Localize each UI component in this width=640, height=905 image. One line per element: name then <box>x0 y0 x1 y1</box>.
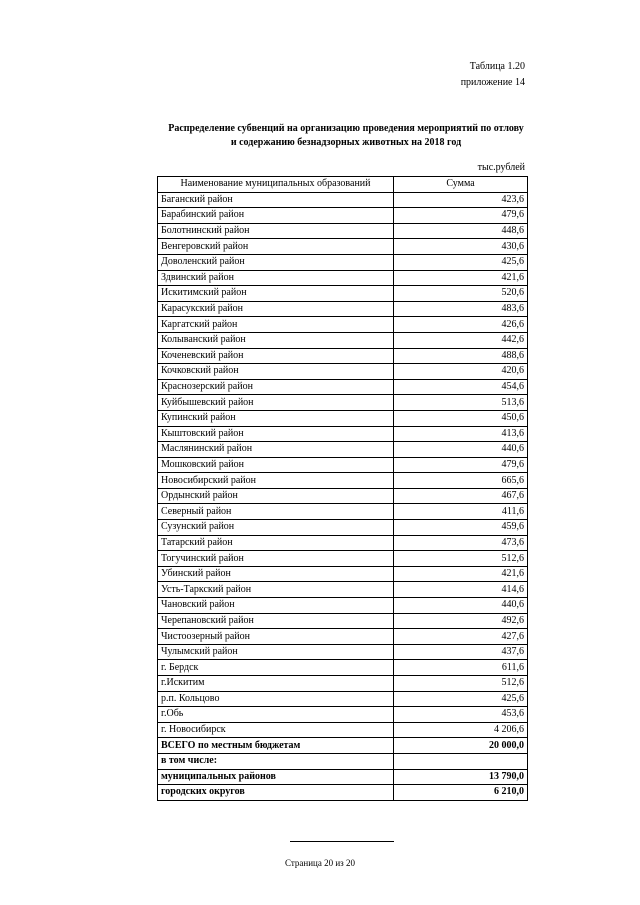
table-row <box>158 379 528 395</box>
table-row <box>158 457 528 473</box>
district-name: Убинский район <box>158 566 394 582</box>
column-header-sum: Сумма <box>394 177 528 193</box>
table-row <box>158 676 528 692</box>
title-line-2: и содержанию безнадзорных животных на 2018 год <box>230 137 462 148</box>
total-value: 20 000,0 <box>394 738 528 754</box>
district-sum: 513,6 <box>394 395 528 411</box>
table-header-row <box>158 177 528 193</box>
district-sum: 423,6 <box>394 192 528 208</box>
table-row <box>158 520 528 536</box>
district-name: Куйбышевский район <box>158 395 394 411</box>
district-name: Карасукский район <box>158 301 394 317</box>
table-row <box>158 254 528 270</box>
district-name: г.Обь <box>158 707 394 723</box>
district-name: Северный район <box>158 504 394 520</box>
district-name: Каргатский район <box>158 317 394 333</box>
table-row <box>158 535 528 551</box>
table-row <box>158 410 528 426</box>
district-name: Татарский район <box>158 535 394 551</box>
table-row <box>158 270 528 286</box>
table-row <box>158 488 528 504</box>
district-sum: 479,6 <box>394 208 528 224</box>
district-name: Тогучинский район <box>158 551 394 567</box>
district-sum: 467,6 <box>394 488 528 504</box>
total-row <box>158 738 528 754</box>
district-name: Чулымский район <box>158 644 394 660</box>
district-name: Ордынский район <box>158 488 394 504</box>
title-line-1: Распределение субвенций на организацию проведения мероприятий по отлову <box>168 123 524 134</box>
district-sum: 420,6 <box>394 364 528 380</box>
district-sum: 426,6 <box>394 317 528 333</box>
district-name: Кочковский район <box>158 364 394 380</box>
district-name: Краснозерский район <box>158 379 394 395</box>
appendix-label: приложение 14 <box>460 77 525 88</box>
district-name: Мошковский район <box>158 457 394 473</box>
district-sum: 520,6 <box>394 286 528 302</box>
table-body <box>158 192 528 738</box>
district-sum: 450,6 <box>394 410 528 426</box>
district-name: Барабинский район <box>158 208 394 224</box>
table-row <box>158 582 528 598</box>
district-name: Чановский район <box>158 598 394 614</box>
table-row <box>158 442 528 458</box>
district-name: г.Искитим <box>158 676 394 692</box>
document-title <box>150 122 542 150</box>
including-value <box>394 753 528 769</box>
district-name: Искитимский район <box>158 286 394 302</box>
district-sum: 459,6 <box>394 520 528 536</box>
district-sum: 437,6 <box>394 644 528 660</box>
table-row <box>158 722 528 738</box>
district-sum: 479,6 <box>394 457 528 473</box>
district-name: г. Новосибирск <box>158 722 394 738</box>
district-name: Венгеровский район <box>158 239 394 255</box>
table-row <box>158 192 528 208</box>
district-name: Здвинский район <box>158 270 394 286</box>
district-sum: 421,6 <box>394 270 528 286</box>
district-sum: 512,6 <box>394 676 528 692</box>
district-name: г. Бердск <box>158 660 394 676</box>
district-sum: 448,6 <box>394 223 528 239</box>
table-row <box>158 707 528 723</box>
table-row <box>158 551 528 567</box>
district-sum: 473,6 <box>394 535 528 551</box>
district-sum: 442,6 <box>394 332 528 348</box>
table-row <box>158 691 528 707</box>
table-row <box>158 208 528 224</box>
table-row <box>158 644 528 660</box>
table-row <box>158 426 528 442</box>
table-row <box>158 504 528 520</box>
district-sum: 488,6 <box>394 348 528 364</box>
page-number: Страница 20 из 20 <box>285 858 355 868</box>
urban-row <box>158 785 528 801</box>
district-name: Маслянинский район <box>158 442 394 458</box>
district-sum: 421,6 <box>394 566 528 582</box>
district-sum: 440,6 <box>394 598 528 614</box>
district-sum: 492,6 <box>394 613 528 629</box>
table-row <box>158 317 528 333</box>
district-name: Усть-Таркский район <box>158 582 394 598</box>
district-sum: 512,6 <box>394 551 528 567</box>
district-sum: 425,6 <box>394 691 528 707</box>
district-sum: 483,6 <box>394 301 528 317</box>
municipal-label: муниципальных районов <box>158 769 394 785</box>
district-name: Новосибирский район <box>158 473 394 489</box>
district-name: Колыванский район <box>158 332 394 348</box>
units-label: тыс.рублей <box>477 162 525 173</box>
district-name: Баганский район <box>158 192 394 208</box>
district-sum: 413,6 <box>394 426 528 442</box>
table-row <box>158 473 528 489</box>
total-label: ВСЕГО по местным бюджетам <box>158 738 394 754</box>
district-sum: 611,6 <box>394 660 528 676</box>
footer-divider <box>290 841 394 842</box>
table-row <box>158 660 528 676</box>
district-sum: 665,6 <box>394 473 528 489</box>
district-sum: 454,6 <box>394 379 528 395</box>
table-row <box>158 332 528 348</box>
district-name: Доволенский район <box>158 254 394 270</box>
table-row <box>158 598 528 614</box>
district-name: Коченевский район <box>158 348 394 364</box>
table-row <box>158 223 528 239</box>
table-row <box>158 239 528 255</box>
district-sum: 430,6 <box>394 239 528 255</box>
district-sum: 425,6 <box>394 254 528 270</box>
district-name: Сузунский район <box>158 520 394 536</box>
district-sum: 453,6 <box>394 707 528 723</box>
urban-label: городских округов <box>158 785 394 801</box>
district-sum: 440,6 <box>394 442 528 458</box>
table-row <box>158 286 528 302</box>
table-row <box>158 395 528 411</box>
district-name: Купинский район <box>158 410 394 426</box>
table-row <box>158 566 528 582</box>
district-sum: 4 206,6 <box>394 722 528 738</box>
table-row <box>158 629 528 645</box>
column-header-name: Наименование муниципальных образований <box>158 177 394 193</box>
including-row <box>158 753 528 769</box>
table-row <box>158 301 528 317</box>
including-label: в том числе: <box>158 753 394 769</box>
district-name: р.п. Кольцово <box>158 691 394 707</box>
table-row <box>158 348 528 364</box>
district-sum: 411,6 <box>394 504 528 520</box>
table-row <box>158 613 528 629</box>
district-name: Кыштовский район <box>158 426 394 442</box>
district-name: Чистоозерный район <box>158 629 394 645</box>
district-name: Болотнинский район <box>158 223 394 239</box>
district-sum: 427,6 <box>394 629 528 645</box>
urban-value: 6 210,0 <box>394 785 528 801</box>
municipal-value: 13 790,0 <box>394 769 528 785</box>
district-sum: 414,6 <box>394 582 528 598</box>
distribution-table <box>157 176 528 801</box>
table-row <box>158 364 528 380</box>
table-number: Таблица 1.20 <box>469 61 525 72</box>
municipal-row <box>158 769 528 785</box>
district-name: Черепановский район <box>158 613 394 629</box>
